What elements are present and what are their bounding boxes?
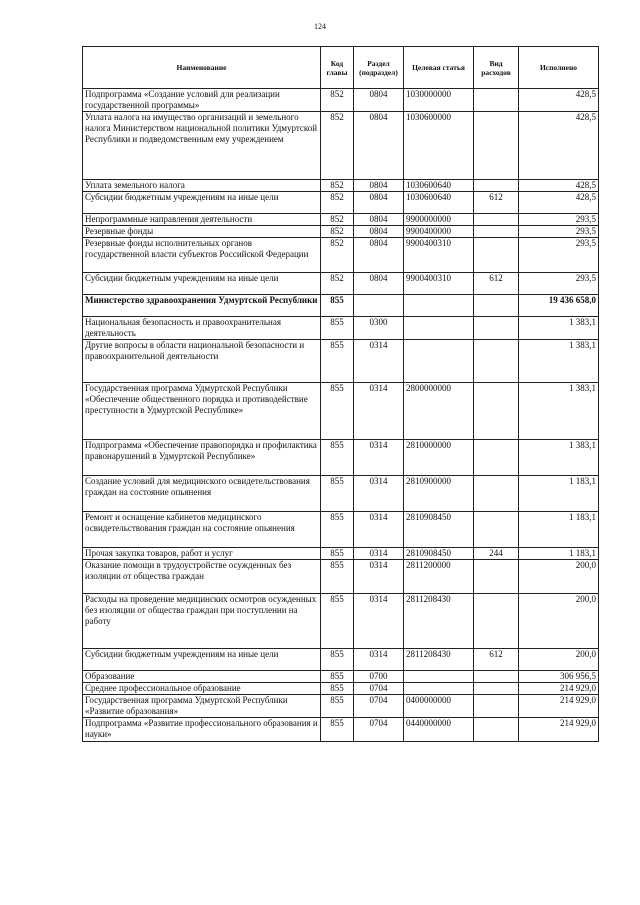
cell-section: 0804 [354,89,404,112]
cell-article [404,683,474,695]
cell-article: 9900400310 [404,238,474,273]
cell-section: 0804 [354,226,404,238]
table-row [83,383,599,440]
cell-chapter: 855 [321,295,354,317]
cell-section: 0804 [354,192,404,214]
table-row [83,695,599,718]
cell-name: Субсидии бюджетным учреждениям на иные цели [83,192,321,214]
cell-name: Подпрограмма «Создание условий для реализации государственной программы» [83,89,321,112]
cell-name: Государственная программа Удмуртской Республики «Развитие образования» [83,695,321,718]
table-row [83,476,599,512]
cell-section: 0314 [354,440,404,476]
cell-expense-type [474,226,519,238]
cell-expense-type [474,89,519,112]
cell-name: Министерство здравоохранения Удмуртской Республики [83,295,321,317]
table-row [83,226,599,238]
page-number: 124 [314,22,326,31]
cell-amount: 428,5 [519,89,599,112]
cell-article: 2811200000 [404,560,474,594]
cell-expense-type [474,683,519,695]
cell-section: 0804 [354,238,404,273]
cell-chapter: 855 [321,718,354,742]
cell-name: Оказание помощи в трудоустройстве осужденных без изоляции от общества граждан [83,560,321,594]
cell-name: Подпрограмма «Развитие профессионального образования и науки» [83,718,321,742]
cell-name: Субсидии бюджетным учреждениям на иные цели [83,649,321,671]
cell-expense-type [474,440,519,476]
cell-amount: 306 956,5 [519,671,599,683]
cell-chapter: 852 [321,214,354,226]
cell-amount: 214 929,0 [519,695,599,718]
cell-section: 0314 [354,476,404,512]
cell-section: 0314 [354,383,404,440]
cell-section: 0700 [354,671,404,683]
cell-amount: 1 383,1 [519,317,599,340]
cell-expense-type: 612 [474,649,519,671]
cell-chapter: 852 [321,238,354,273]
table-row [83,340,599,383]
cell-section: 0314 [354,594,404,649]
cell-name: Субсидии бюджетным учреждениям на иные цели [83,273,321,295]
cell-expense-type: 244 [474,548,519,560]
cell-chapter: 855 [321,512,354,548]
table-row [83,594,599,649]
cell-amount: 214 929,0 [519,718,599,742]
cell-expense-type [474,340,519,383]
cell-section: 0704 [354,683,404,695]
cell-chapter: 855 [321,476,354,512]
cell-chapter: 852 [321,226,354,238]
cell-article: 0440000000 [404,718,474,742]
cell-name: Государственная программа Удмуртской Республики «Обеспечение общественного порядка и противодействие преступности в Удмуртской Республике» [83,383,321,440]
cell-section: 0314 [354,560,404,594]
cell-name: Ремонт и оснащение кабинетов медицинского освидетельствования граждан на состояние опьянения [83,512,321,548]
cell-amount: 293,5 [519,214,599,226]
cell-article: 9900400000 [404,226,474,238]
cell-expense-type: 612 [474,273,519,295]
cell-expense-type [474,695,519,718]
cell-expense-type [474,317,519,340]
cell-article: 0400000000 [404,695,474,718]
cell-article: 2811208430 [404,649,474,671]
cell-amount: 1 183,1 [519,548,599,560]
table-row [83,649,599,671]
cell-amount: 1 183,1 [519,476,599,512]
cell-section: 0314 [354,512,404,548]
table-header-row [83,47,599,89]
cell-name: Резервные фонды [83,226,321,238]
cell-amount: 428,5 [519,180,599,192]
cell-chapter: 855 [321,594,354,649]
cell-expense-type [474,560,519,594]
cell-expense-type [474,295,519,317]
header-name: Наименование [83,47,321,89]
cell-article: 2800000000 [404,383,474,440]
cell-section: 0704 [354,695,404,718]
cell-section: 0804 [354,214,404,226]
cell-chapter: 855 [321,671,354,683]
cell-article: 2810908450 [404,512,474,548]
cell-chapter: 855 [321,383,354,440]
cell-section: 0804 [354,180,404,192]
cell-section: 0300 [354,317,404,340]
table-row [83,273,599,295]
cell-name: Резервные фонды исполнительных органов государственной власти субъектов Российской Федерации [83,238,321,273]
budget-table [82,46,599,742]
cell-article: 2811208430 [404,594,474,649]
table-row [83,180,599,192]
cell-chapter: 855 [321,440,354,476]
header-amount: Исполнено [519,47,599,89]
table-row [83,192,599,214]
cell-expense-type [474,476,519,512]
cell-name: Другие вопросы в области национальной безопасности и правоохранительной деятельности [83,340,321,383]
table-row [83,238,599,273]
cell-chapter: 852 [321,112,354,180]
cell-chapter: 855 [321,683,354,695]
table-row [83,317,599,340]
cell-article: 1030000000 [404,89,474,112]
cell-article: 2810900000 [404,476,474,512]
cell-expense-type [474,594,519,649]
cell-amount: 19 436 658,0 [519,295,599,317]
cell-name: Уплата земельного налога [83,180,321,192]
cell-amount: 200,0 [519,560,599,594]
cell-amount: 1 183,1 [519,512,599,548]
cell-article [404,671,474,683]
cell-section: 0314 [354,340,404,383]
table-row [83,560,599,594]
table-row [83,671,599,683]
cell-name: Создание условий для медицинского освидетельствования граждан на состояние опьянения [83,476,321,512]
table-row [83,548,599,560]
cell-expense-type: 612 [474,192,519,214]
cell-amount: 1 383,1 [519,440,599,476]
cell-article [404,317,474,340]
cell-chapter: 855 [321,560,354,594]
cell-chapter: 855 [321,340,354,383]
table-row [83,112,599,180]
table-body [83,89,599,742]
cell-amount: 293,5 [519,226,599,238]
cell-section: 0804 [354,273,404,295]
cell-section: 0804 [354,112,404,180]
cell-name: Прочая закупка товаров, работ и услуг [83,548,321,560]
table-row [83,512,599,548]
cell-article: 2810000000 [404,440,474,476]
cell-expense-type [474,112,519,180]
cell-chapter: 855 [321,317,354,340]
header-section: Раздел (подраздел) [354,47,404,89]
cell-name: Непрограммные направления деятельности [83,214,321,226]
cell-name: Подпрограмма «Обеспечение правопорядка и профилактика правонарушений в Удмуртской Республике» [83,440,321,476]
cell-name: Расходы на проведение медицинских осмотров осужденных без изоляции от общества граждан при поступлении на работу [83,594,321,649]
header-article: Целевая статья [404,47,474,89]
cell-expense-type [474,718,519,742]
cell-name: Образование [83,671,321,683]
cell-name: Национальная безопасность и правоохранительная деятельность [83,317,321,340]
cell-article [404,340,474,383]
cell-expense-type [474,512,519,548]
cell-amount: 1 383,1 [519,340,599,383]
cell-amount: 214 929,0 [519,683,599,695]
cell-chapter: 855 [321,649,354,671]
header-chapter: Код главы [321,47,354,89]
table-row [83,295,599,317]
table-row [83,214,599,226]
table-row [83,683,599,695]
cell-article [404,295,474,317]
cell-amount: 293,5 [519,238,599,273]
cell-chapter: 852 [321,89,354,112]
cell-expense-type [474,671,519,683]
cell-chapter: 852 [321,273,354,295]
cell-name: Уплата налога на имущество организаций и земельного налога Министерством национальной политики Удмуртской Республики и подведомственным ему учреждением [83,112,321,180]
cell-chapter: 852 [321,192,354,214]
header-expense-type: Вид расходов [474,47,519,89]
cell-chapter: 852 [321,180,354,192]
cell-chapter: 855 [321,548,354,560]
cell-article: 1030600640 [404,192,474,214]
cell-article: 9900400310 [404,273,474,295]
cell-article: 9900000000 [404,214,474,226]
table-row [83,89,599,112]
cell-expense-type [474,383,519,440]
cell-amount: 200,0 [519,649,599,671]
cell-expense-type [474,238,519,273]
cell-name: Среднее профессиональное образование [83,683,321,695]
cell-chapter: 855 [321,695,354,718]
cell-expense-type [474,214,519,226]
table-row [83,718,599,742]
cell-section: 0314 [354,548,404,560]
cell-section [354,295,404,317]
cell-article: 1030600640 [404,180,474,192]
cell-expense-type [474,180,519,192]
cell-amount: 200,0 [519,594,599,649]
table-row [83,440,599,476]
cell-section: 0704 [354,718,404,742]
cell-amount: 428,5 [519,192,599,214]
cell-section: 0314 [354,649,404,671]
cell-article: 1030600000 [404,112,474,180]
cell-amount: 293,5 [519,273,599,295]
cell-amount: 1 383,1 [519,383,599,440]
cell-article: 2810908450 [404,548,474,560]
cell-amount: 428,5 [519,112,599,180]
